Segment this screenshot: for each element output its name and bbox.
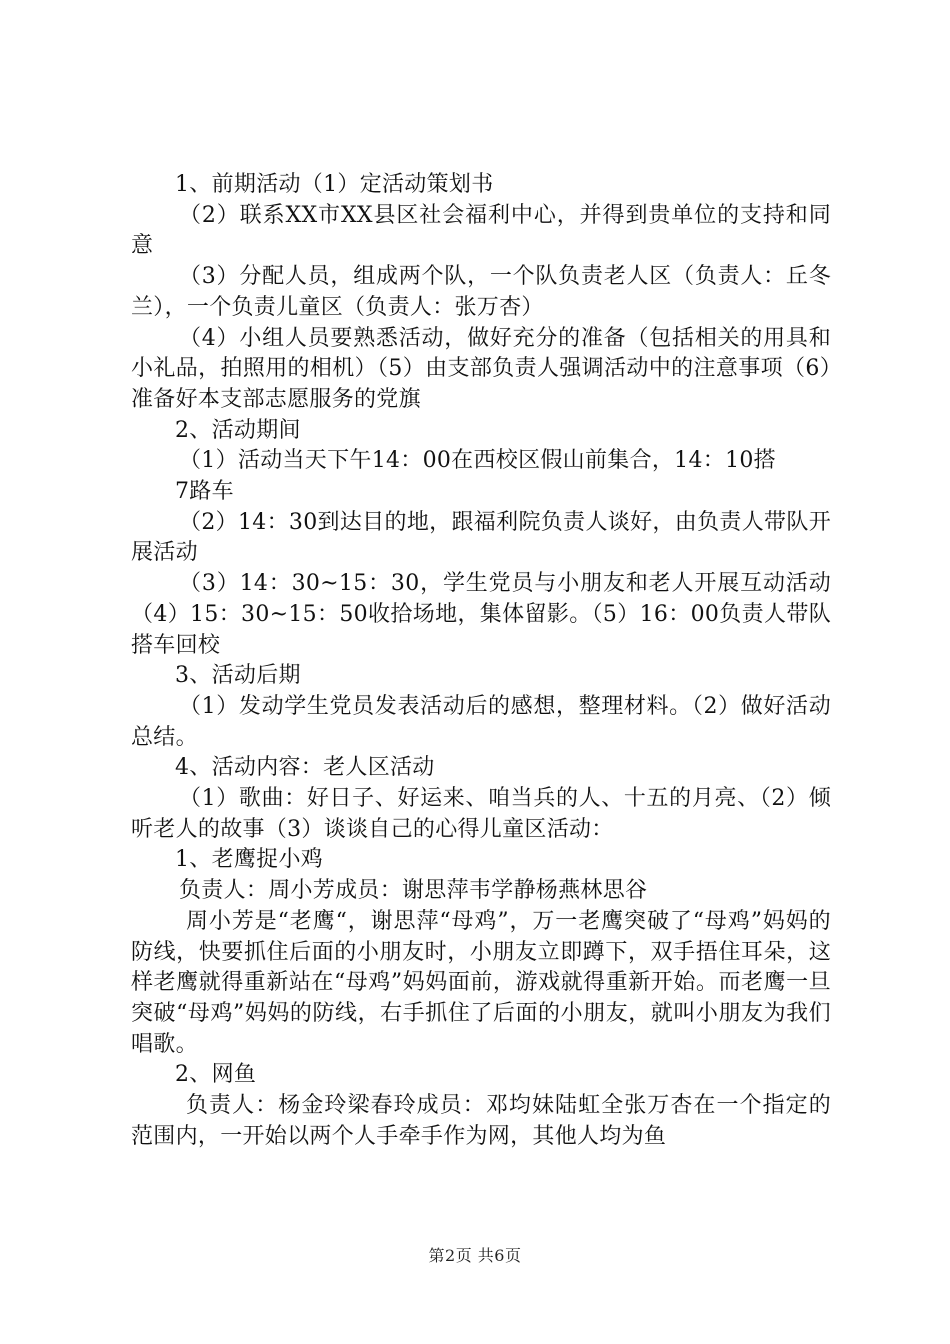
paragraph-bus: 7路车	[175, 479, 234, 505]
paragraph-assembly: （1）活动当天下午14：00在西校区假山前集合，14：10搭	[179, 448, 776, 474]
paragraph-during-heading: 2、活动期间	[175, 417, 301, 443]
paragraph-content-heading: 4、活动内容：老人区活动	[175, 755, 435, 781]
page-footer	[0, 1243, 950, 1266]
paragraph-game-eagle-members: 负责人：周小芳成员：谢思萍韦学静杨燕林思谷	[179, 878, 648, 904]
paragraph-arrival: （2）14：30到达目的地，跟福利院负责人谈好，由负责人带队开展活动	[131, 509, 831, 566]
paragraph-game-fish-heading: 2、网鱼	[175, 1062, 257, 1088]
paragraph-post-heading: 3、活动后期	[175, 663, 301, 689]
paragraph-summary: （1）发动学生党员发表活动后的感想，整理材料。（2）做好活动总结。	[131, 693, 831, 750]
document-body	[131, 170, 831, 1153]
paragraph-game-eagle-heading: 1、老鹰捉小鸡	[175, 847, 324, 873]
page-number-label: 第2页 共6页	[428, 1246, 522, 1265]
paragraph-pre-activity: 1、前期活动（1）定活动策划书	[175, 172, 494, 197]
paragraph-game-eagle-rules: 周小芳是“老鹰“，谢思萍“母鸡”，万一老鹰突破了“母鸡”妈妈的防线，快要抓住后面的小朋友时，小朋友立即蹲下，双手捂住耳朵，这样老鹰就得重新站在“母鸡”妈妈面前，游戏就得重新开始。而老鹰一旦突破“母鸡”妈妈的防线，右手抓住了后面的小朋友，就叫小朋友为我们唱歌。	[131, 908, 831, 1057]
paragraph-assign-staff: （3）分配人员，组成两个队，一个队负责老人区（负责人：丘冬兰），一个负责儿童区（负责人：张万杏）	[131, 264, 831, 320]
paragraph-contact: （2）联系XX市XX县区社会福利中心，并得到贵单位的支持和同意	[131, 202, 831, 259]
paragraph-schedule: （3）14：30~15：30，学生党员与小朋友和老人开展互动活动（4）15：30~15：50收拾场地，集体留影。（5）16：00负责人带队搭车回校	[131, 571, 831, 658]
paragraph-game-fish-rules: 负责人：杨金玲梁春玲成员：邓均妹陆虹全张万杏在一个指定的范围内，一开始以两个人手牵手作为网，其他人均为鱼	[131, 1093, 831, 1149]
paragraph-elder-activities: （1）歌曲：好日子、好运来、咱当兵的人、十五的月亮、（2）倾听老人的故事（3）谈谈自己的心得儿童区活动：	[131, 786, 831, 842]
paragraph-preparation: （4）小组人员要熟悉活动，做好充分的准备（包括相关的用具和小礼品，拍照用的相机）（5）由支部负责人强调活动中的注意事项（6）准备好本支部志愿服务的党旗	[131, 325, 831, 412]
